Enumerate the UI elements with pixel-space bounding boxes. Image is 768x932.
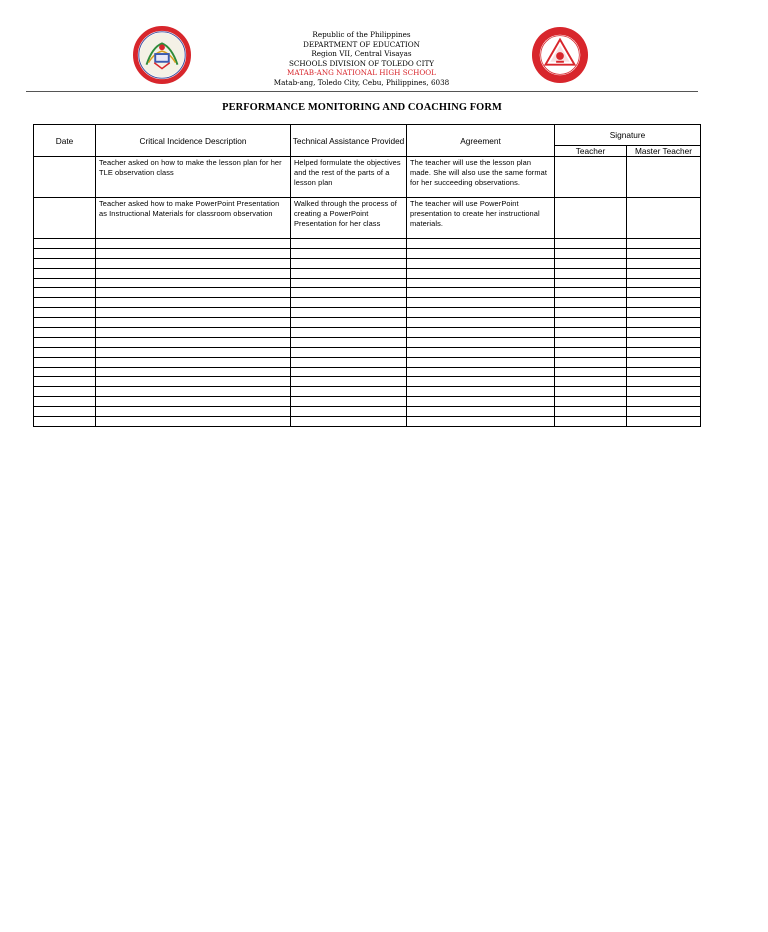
empty-row — [34, 288, 701, 298]
cell-technical — [291, 328, 407, 338]
cell-critical — [96, 239, 291, 249]
cell-teacher-signature — [555, 298, 627, 308]
cell-agreement — [407, 308, 555, 318]
cell-agreement — [407, 417, 555, 427]
cell-date — [34, 397, 96, 407]
cell-agreement — [407, 347, 555, 357]
cell-teacher-signature — [555, 198, 627, 239]
cell-critical — [96, 258, 291, 268]
cell-master-teacher-signature — [627, 198, 701, 239]
header-department: DEPARTMENT OF EDUCATION — [303, 39, 420, 49]
cell-master-teacher-signature — [627, 347, 701, 357]
cell-master-teacher-signature — [627, 377, 701, 387]
cell-date — [34, 239, 96, 249]
header-address: Matab-ang, Toledo City, Cebu, Philippines, 6038 — [273, 77, 450, 87]
empty-row — [34, 417, 701, 427]
cell-date — [34, 198, 96, 239]
cell-master-teacher-signature — [627, 298, 701, 308]
cell-technical — [291, 318, 407, 328]
cell-master-teacher-signature — [627, 417, 701, 427]
cell-technical — [291, 278, 407, 288]
document-header — [0, 0, 768, 92]
cell-technical — [291, 248, 407, 258]
col-signature: Signature — [555, 125, 701, 146]
cell-teacher-signature — [555, 308, 627, 318]
cell-critical — [96, 337, 291, 347]
cell-teacher-signature — [555, 328, 627, 338]
cell-critical — [96, 347, 291, 357]
cell-date — [34, 377, 96, 387]
deped-seal-logo — [531, 26, 589, 84]
cell-technical — [291, 298, 407, 308]
empty-row — [34, 357, 701, 367]
header-republic: Republic of the Philippines — [312, 30, 411, 39]
cell-master-teacher-signature — [627, 367, 701, 377]
cell-teacher-signature — [555, 268, 627, 278]
cell-master-teacher-signature — [627, 239, 701, 249]
cell-technical — [291, 417, 407, 427]
empty-row — [34, 328, 701, 338]
col-technical-assistance: Technical Assistance Provided — [291, 125, 407, 157]
cell-date — [34, 417, 96, 427]
empty-row — [34, 377, 701, 387]
header-rule — [26, 91, 698, 92]
header-row — [34, 125, 701, 146]
cell-critical — [96, 387, 291, 397]
table-row — [34, 157, 701, 198]
cell-date — [34, 337, 96, 347]
cell-agreement — [407, 367, 555, 377]
cell-teacher-signature — [555, 288, 627, 298]
cell-date — [34, 268, 96, 278]
cell-critical — [96, 318, 291, 328]
col-teacher: Teacher — [555, 146, 627, 157]
cell-technical — [291, 239, 407, 249]
cell-teacher-signature — [555, 367, 627, 377]
cell-teacher-signature — [555, 357, 627, 367]
header-division: SCHOOLS DIVISION OF TOLEDO CITY — [288, 58, 434, 68]
cell-date — [34, 298, 96, 308]
cell-master-teacher-signature — [627, 397, 701, 407]
empty-row — [34, 318, 701, 328]
cell-master-teacher-signature — [627, 157, 701, 198]
cell-critical — [96, 328, 291, 338]
cell-critical: Teacher asked how to make PowerPoint Presentation as Instructional Materials for classroom observation — [96, 198, 291, 239]
cell-date — [34, 318, 96, 328]
cell-agreement — [407, 298, 555, 308]
table-row — [34, 198, 701, 239]
cell-critical — [96, 417, 291, 427]
cell-critical: Teacher asked on how to make the lesson plan for her TLE observation class — [96, 157, 291, 198]
cell-master-teacher-signature — [627, 337, 701, 347]
cell-date — [34, 278, 96, 288]
empty-row — [34, 248, 701, 258]
cell-agreement — [407, 268, 555, 278]
cell-date — [34, 387, 96, 397]
cell-critical — [96, 308, 291, 318]
cell-agreement — [407, 377, 555, 387]
col-agreement: Agreement — [407, 125, 555, 157]
cell-technical — [291, 337, 407, 347]
cell-technical — [291, 407, 407, 417]
cell-agreement — [407, 288, 555, 298]
cell-date — [34, 308, 96, 318]
cell-teacher-signature — [555, 407, 627, 417]
cell-critical — [96, 377, 291, 387]
cell-agreement — [407, 357, 555, 367]
cell-critical — [96, 397, 291, 407]
cell-critical — [96, 367, 291, 377]
coaching-form-table — [33, 124, 701, 427]
form-title: PERFORMANCE MONITORING AND COACHING FORM — [222, 102, 502, 113]
cell-teacher-signature — [555, 387, 627, 397]
cell-technical — [291, 377, 407, 387]
cell-date — [34, 407, 96, 417]
cell-technical — [291, 258, 407, 268]
empty-row — [34, 258, 701, 268]
cell-master-teacher-signature — [627, 357, 701, 367]
empty-row — [34, 387, 701, 397]
empty-row — [34, 278, 701, 288]
cell-date — [34, 357, 96, 367]
cell-master-teacher-signature — [627, 407, 701, 417]
empty-row — [34, 268, 701, 278]
cell-technical — [291, 268, 407, 278]
cell-critical — [96, 298, 291, 308]
cell-master-teacher-signature — [627, 318, 701, 328]
header-school-name: MATAB-ANG NATIONAL HIGH SCHOOL — [287, 68, 436, 78]
cell-master-teacher-signature — [627, 308, 701, 318]
header-text-block — [200, 30, 523, 88]
cell-technical: Helped formulate the objectives and the rest of the parts of a lesson plan — [291, 157, 407, 198]
cell-teacher-signature — [555, 417, 627, 427]
cell-agreement — [407, 387, 555, 397]
cell-date — [34, 367, 96, 377]
cell-date — [34, 258, 96, 268]
cell-teacher-signature — [555, 337, 627, 347]
header-region: Region VII, Central Visayas — [311, 49, 412, 59]
cell-master-teacher-signature — [627, 328, 701, 338]
cell-teacher-signature — [555, 157, 627, 198]
cell-critical — [96, 407, 291, 417]
cell-teacher-signature — [555, 258, 627, 268]
cell-critical — [96, 357, 291, 367]
cell-teacher-signature — [555, 239, 627, 249]
cell-date — [34, 347, 96, 357]
cell-agreement: The teacher will use the lesson plan made. She will also use the same format for her succeeding observations. — [407, 157, 555, 198]
school-seal-logo — [133, 26, 191, 84]
col-date: Date — [34, 125, 96, 157]
cell-agreement — [407, 407, 555, 417]
cell-technical — [291, 367, 407, 377]
cell-teacher-signature — [555, 278, 627, 288]
empty-row — [34, 367, 701, 377]
empty-row — [34, 407, 701, 417]
cell-master-teacher-signature — [627, 268, 701, 278]
empty-row — [34, 308, 701, 318]
empty-row — [34, 397, 701, 407]
cell-technical — [291, 288, 407, 298]
cell-teacher-signature — [555, 397, 627, 407]
empty-row — [34, 347, 701, 357]
cell-teacher-signature — [555, 318, 627, 328]
cell-agreement — [407, 239, 555, 249]
cell-critical — [96, 268, 291, 278]
cell-critical — [96, 278, 291, 288]
empty-row — [34, 239, 701, 249]
empty-row — [34, 337, 701, 347]
cell-agreement — [407, 397, 555, 407]
cell-agreement — [407, 318, 555, 328]
cell-critical — [96, 248, 291, 258]
cell-master-teacher-signature — [627, 288, 701, 298]
cell-master-teacher-signature — [627, 258, 701, 268]
cell-technical: Walked through the process of creating a PowerPoint Presentation for her class — [291, 198, 407, 239]
cell-master-teacher-signature — [627, 387, 701, 397]
cell-agreement: The teacher will use PowerPoint presentation to create her instructional materials. — [407, 198, 555, 239]
cell-critical — [96, 288, 291, 298]
cell-teacher-signature — [555, 377, 627, 387]
cell-agreement — [407, 278, 555, 288]
cell-date — [34, 157, 96, 198]
col-master-teacher: Master Teacher — [627, 146, 701, 157]
cell-technical — [291, 397, 407, 407]
cell-date — [34, 248, 96, 258]
cell-master-teacher-signature — [627, 278, 701, 288]
cell-teacher-signature — [555, 347, 627, 357]
cell-date — [34, 328, 96, 338]
cell-master-teacher-signature — [627, 248, 701, 258]
cell-agreement — [407, 258, 555, 268]
col-critical-incidence: Critical Incidence Description — [96, 125, 291, 157]
cell-technical — [291, 347, 407, 357]
cell-agreement — [407, 248, 555, 258]
cell-technical — [291, 357, 407, 367]
cell-teacher-signature — [555, 248, 627, 258]
cell-agreement — [407, 337, 555, 347]
cell-technical — [291, 308, 407, 318]
cell-agreement — [407, 328, 555, 338]
cell-date — [34, 288, 96, 298]
cell-technical — [291, 387, 407, 397]
empty-row — [34, 298, 701, 308]
